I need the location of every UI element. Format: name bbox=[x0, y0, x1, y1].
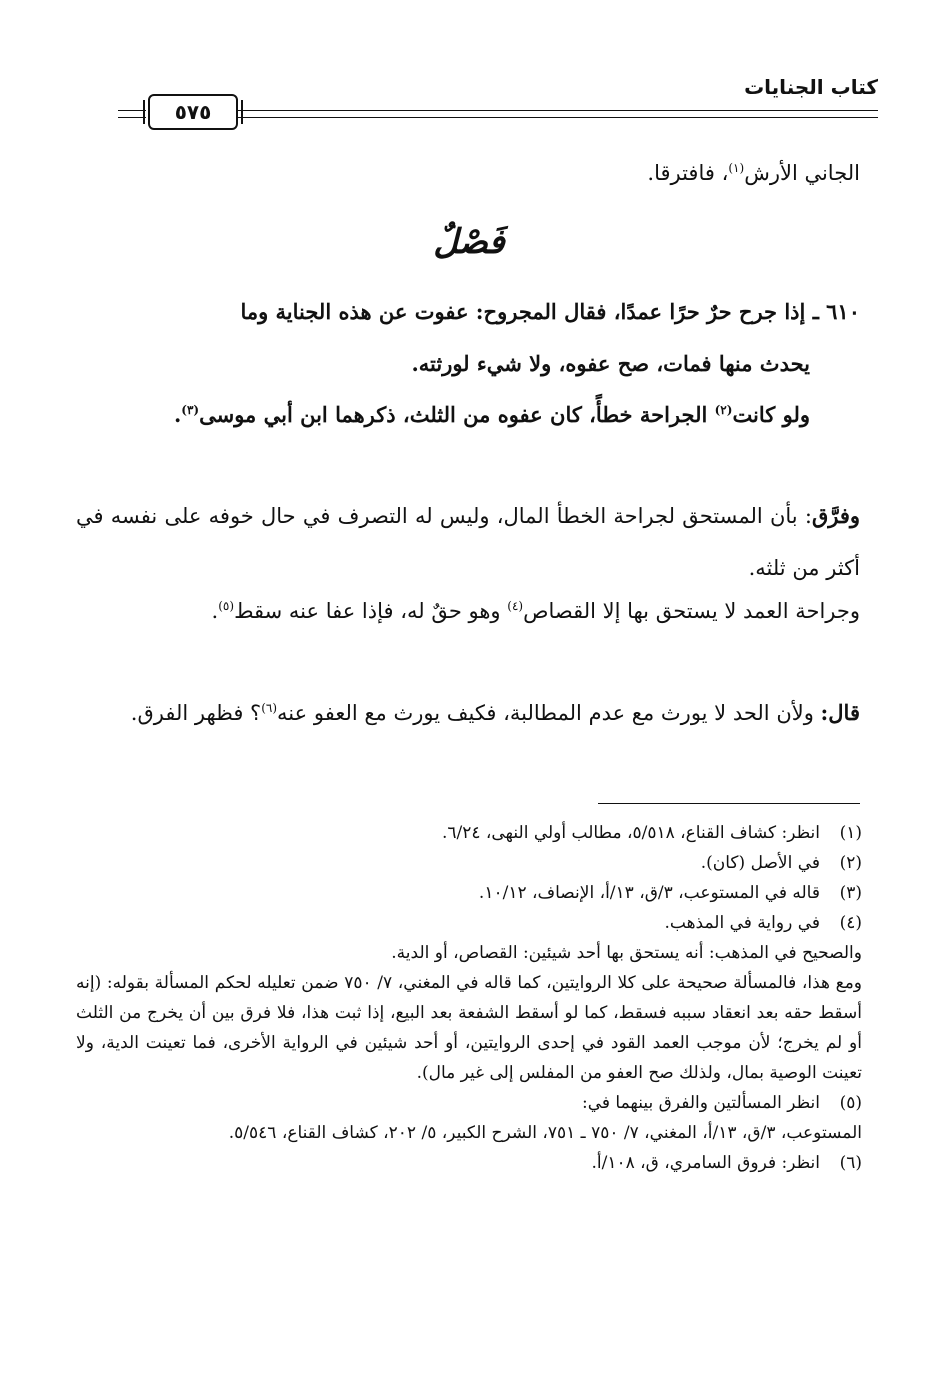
paragraph-text: : بأن المستحق لجراحة الخطأ المال، وليس له التصرف في حال خوفه على نفسه في أكثر من ثلثه. bbox=[76, 504, 860, 580]
running-title: كتاب الجنايات bbox=[744, 75, 878, 99]
footnote-number: (٣) bbox=[839, 883, 862, 903]
footnote-text: في رواية في المذهب. bbox=[664, 913, 820, 933]
footnote-ref: (٥) bbox=[218, 599, 235, 613]
footnote-text: المستوعب، ٣/ق، ١٣/أ، المغني، ٧/ ٧٥٠ ـ ٧٥١، الشرح الكبير، ٥/ ٢٠٢، كشاف القناع، ٥/٥٤٦. bbox=[228, 1123, 862, 1143]
footnote-text: انظر: كشاف القناع، ٥/٥١٨، مطالب أولي النهى، ٦/٢٤. bbox=[441, 823, 820, 843]
footnote-number: (٦) bbox=[839, 1153, 862, 1173]
footnote-ref: (٦) bbox=[261, 701, 278, 715]
footnote bbox=[76, 1148, 862, 1178]
issue-paragraph bbox=[76, 286, 860, 390]
footnote-number: (١) bbox=[839, 823, 862, 843]
issue-number: ٦١٠ ـ bbox=[812, 299, 860, 324]
footnote bbox=[76, 908, 862, 1088]
paragraph-amd bbox=[76, 586, 860, 636]
footnote-ref: (٤) bbox=[507, 599, 524, 613]
footnote-separator bbox=[598, 803, 860, 804]
paragraph-end: . bbox=[211, 599, 219, 623]
page-number-badge bbox=[148, 94, 238, 130]
footnote-number: (٤) bbox=[839, 913, 862, 933]
footnote-ref: (١) bbox=[728, 161, 745, 175]
clause-paragraph bbox=[76, 392, 860, 438]
carry-over-text: الجاني الأرش bbox=[744, 161, 860, 185]
paragraph-text-b: وهو حقٌ له، فإذا عفا عنه سقط bbox=[234, 599, 508, 623]
clause-text-b: الجراحة خطأً، كان عفوه من الثلث، ذكرهما ابن أبي موسى bbox=[199, 402, 715, 427]
header-rule bbox=[238, 110, 878, 118]
footnote-number: (٢) bbox=[839, 853, 862, 873]
footnote-text: انظر المسألتين والفرق بينهما في: bbox=[582, 1093, 820, 1113]
carry-over-end: ، فافترقا. bbox=[647, 161, 729, 185]
carry-over-line bbox=[76, 148, 860, 198]
footnote bbox=[76, 1088, 862, 1148]
footnote-text: انظر: فروق السامري، ق، ١٠٨/أ. bbox=[591, 1153, 820, 1173]
paragraph-lead: قال: bbox=[820, 700, 860, 725]
clause-text-a: ولو كانت bbox=[732, 402, 810, 427]
page-number: ٥٧٥ bbox=[174, 100, 212, 124]
footnote-text: قاله في المستوعب، ٣/ق، ١٣/أ، الإنصاف، ١٠/١٢. bbox=[478, 883, 820, 903]
issue-line-2: يحدث منها فمات، صح عفوه، ولا شيء لورثته. bbox=[411, 351, 810, 376]
footnotes bbox=[76, 818, 862, 1178]
footnote-ref: (٢) bbox=[714, 403, 733, 417]
paragraph-lead: وفرَّق bbox=[811, 503, 860, 528]
footnote-text: ومع هذا، فالمسألة صحيحة على كلا الروايتين، كما قاله في المغني، ٧/ ٧٥٠ ضمن تعليله لحكم المسألة بقوله: (إنه أسقط حقه بعد انعقاد سببه فسقط، كما لو أسقط الشفعة بعد البيع، إذا ثبت هذا، فلا فرق بين أن يخرج من الثلث أو لم يخرج؛ لأن موجب العمد القود في إحدى الروايتين، أو أحد شيئين في الرواية الأخرى، فما تعينت الدية، ولا تعينت الوصية بمال، ولذلك صح العفو من المفلس إلى غير مال). bbox=[76, 973, 863, 1083]
footnote bbox=[76, 848, 862, 878]
footnote-ref: (٣) bbox=[181, 403, 200, 417]
paragraph-farq bbox=[76, 490, 860, 594]
issue-line-1: إذا جرح حرٌ حرًا عمدًا، فقال المجروح: عفوت عن هذه الجناية وما bbox=[240, 299, 806, 324]
footnote-text: والصحيح في المذهب: أنه يستحق بها أحد شيئين: القصاص، أو الدية. bbox=[391, 943, 862, 963]
section-title: فَصْلٌ bbox=[433, 222, 505, 262]
paragraph-text-a: وجراحة العمد لا يستحق بها إلا القصاص bbox=[523, 599, 860, 623]
paragraph-qal bbox=[76, 688, 860, 738]
footnote-text: في الأصل (كان). bbox=[700, 853, 820, 873]
footnote bbox=[76, 878, 862, 908]
clause-end: . bbox=[173, 402, 182, 427]
paragraph-end: ؟ فظهر الفرق. bbox=[130, 701, 262, 725]
footnote-number: (٥) bbox=[839, 1093, 862, 1113]
paragraph-text-a: ولأن الحد لا يورث مع عدم المطالبة، فكيف يورث مع العفو عنه bbox=[277, 701, 821, 725]
footnote bbox=[76, 818, 862, 848]
header-rule-left bbox=[118, 110, 146, 118]
